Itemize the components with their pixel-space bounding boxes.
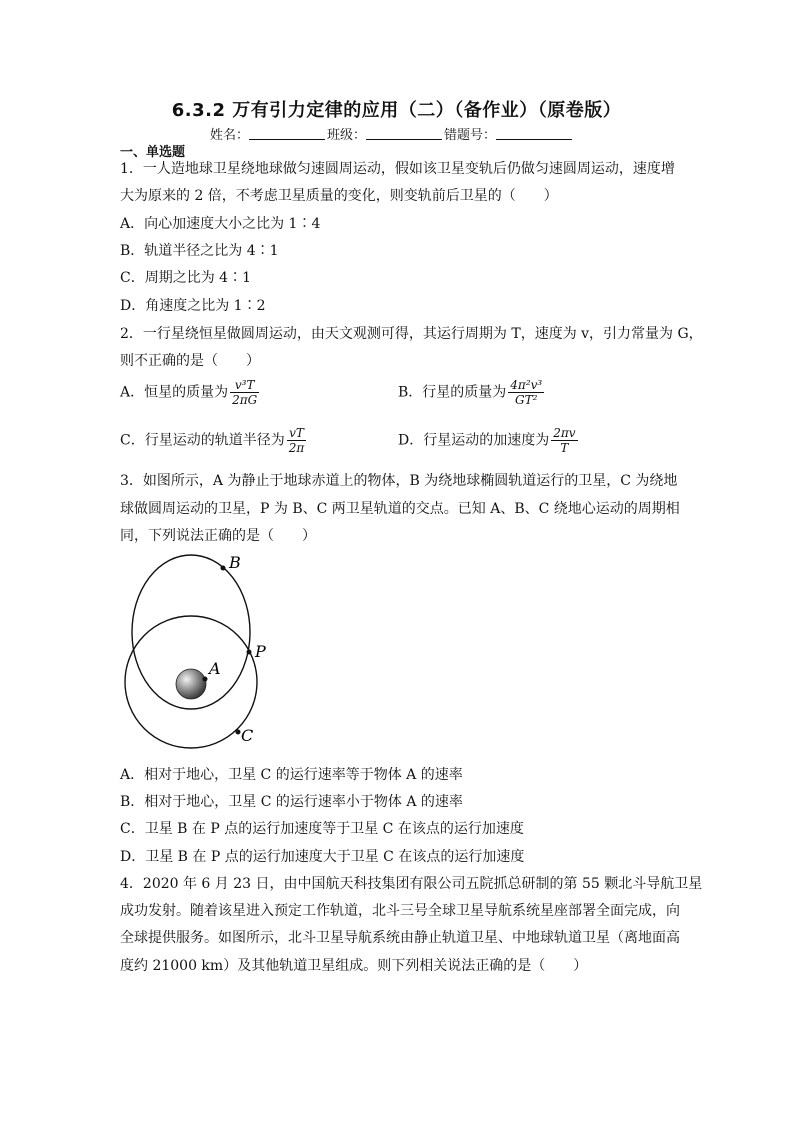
name-label: 姓名： [210,128,250,143]
q3-stem-line1: 3．如图所示，A 为静止于地球赤道上的物体，B 为绕地球椭圆轨道运行的卫星，C 为绕地 [120,473,678,489]
q3-option-a[interactable]: A．相对于地心，卫星 C 的运行速率等于物体 A 的速率 [120,767,463,783]
q2-option-a-text: A．恒星的质量为 [120,384,229,401]
q1-stem-line1: 1．一人造地球卫星绕地球做匀速圆周运动，假如该卫星变轨后仍做匀速圆周运动，速度增 [120,161,675,177]
q2-option-d[interactable] [398,426,578,455]
orbit-diagram [118,552,288,752]
q3-option-b[interactable]: B．相对于地心，卫星 C 的运行速率小于物体 A 的速率 [120,794,463,810]
q4-stem-line1: 4．2020 年 6 月 23 日，由中国航天科技集团有限公司五院抓总研制的第 55 颗北斗导航卫星 [120,876,703,892]
q2-option-a-formula [230,378,259,407]
q2-option-c[interactable] [120,426,306,455]
q4-stem-line3: 全球提供服务。如图所示，北斗卫星导航系统由静止轨道卫星、中地球轨道卫星（离地面高 [120,930,680,946]
wrong-number-blank[interactable] [496,127,572,140]
q1-stem-line2: 大为原来的 2 倍，不考虑卫星质量的变化，则变轨前后卫星的（ ） [120,188,558,204]
point-a-marker [203,677,208,682]
q2-option-d-numerator: 2πv [553,426,576,440]
q1-option-a[interactable]: A．向心加速度大小之比为 1∶4 [120,216,321,232]
q4-stem-line2: 成功发射。随着该星进入预定工作轨道，北斗三号全球卫星导航系统星座部署全面完成，向 [120,903,680,919]
q2-option-a-numerator: v³T [230,378,259,393]
q2-option-c-text: C．行星运动的轨道半径为 [120,432,285,449]
q1-option-d[interactable]: D．角速度之比为 1∶2 [120,298,266,314]
q2-option-d-formula [551,426,577,455]
q1-option-c[interactable]: C．周期之比为 4∶1 [120,270,251,286]
q2-option-d-text: D．行星运动的加速度为 [398,432,550,449]
q2-option-b[interactable] [398,378,544,407]
class-label: 班级： [327,128,367,143]
point-b-marker [221,566,226,571]
class-blank[interactable] [366,127,442,140]
q2-option-d-denominator: T [560,441,569,455]
student-info-row [210,124,574,143]
q4-stem-line4: 度约 21000 km）及其他轨道卫星组成。则下列相关说法正确的是（ ） [120,958,588,974]
q3-stem-line3: 同，下列说法正确的是（ ） [120,528,316,544]
point-p-marker [247,650,252,655]
q2-option-c-denominator: 2π [288,441,305,455]
point-c-marker [236,730,241,735]
wrong-number-label: 错题号： [444,128,497,143]
earth-icon [176,669,206,699]
q2-option-b-denominator: GT² [515,393,538,407]
section-heading: 一、单选题 [120,145,186,160]
q2-option-a[interactable] [120,378,259,407]
q2-option-b-formula [508,378,544,407]
label-a: A [209,659,221,678]
q3-stem-line2: 球做圆周运动的卫星，P 为 B、C 两卫星轨道的交点。已知 A、B、C 绕地心运动的周期相 [120,501,680,517]
label-p: P [255,642,266,661]
label-c: C [241,726,254,745]
q2-option-b-numerator: 4π²v³ [510,378,543,392]
q2-stem-line1: 2．一行星绕恒星做圆周运动，由天文观测可得，其运行周期为 T，速度为 v，引力常量为 G， [120,326,703,342]
q2-option-c-numerator: vT [287,426,307,441]
q2-stem-line2: 则不正确的是（ ） [120,353,260,369]
q3-option-c[interactable]: C．卫星 B 在 P 点的运行加速度等于卫星 C 在该点的运行加速度 [120,821,524,837]
q2-option-a-denominator: 2πG [232,393,258,407]
page-title: 6.3.2 万有引力定律的应用（二）（备作业）（原卷版） [171,100,622,121]
q3-option-d[interactable]: D．卫星 B 在 P 点的运行加速度大于卫星 C 在该点的运行加速度 [120,849,525,865]
q2-option-c-formula [287,426,307,455]
name-blank[interactable] [249,127,325,140]
q2-option-b-text: B．行星的质量为 [398,384,507,401]
label-b: B [229,553,241,572]
q1-option-b[interactable]: B．轨道半径之比为 4∶1 [120,243,279,259]
